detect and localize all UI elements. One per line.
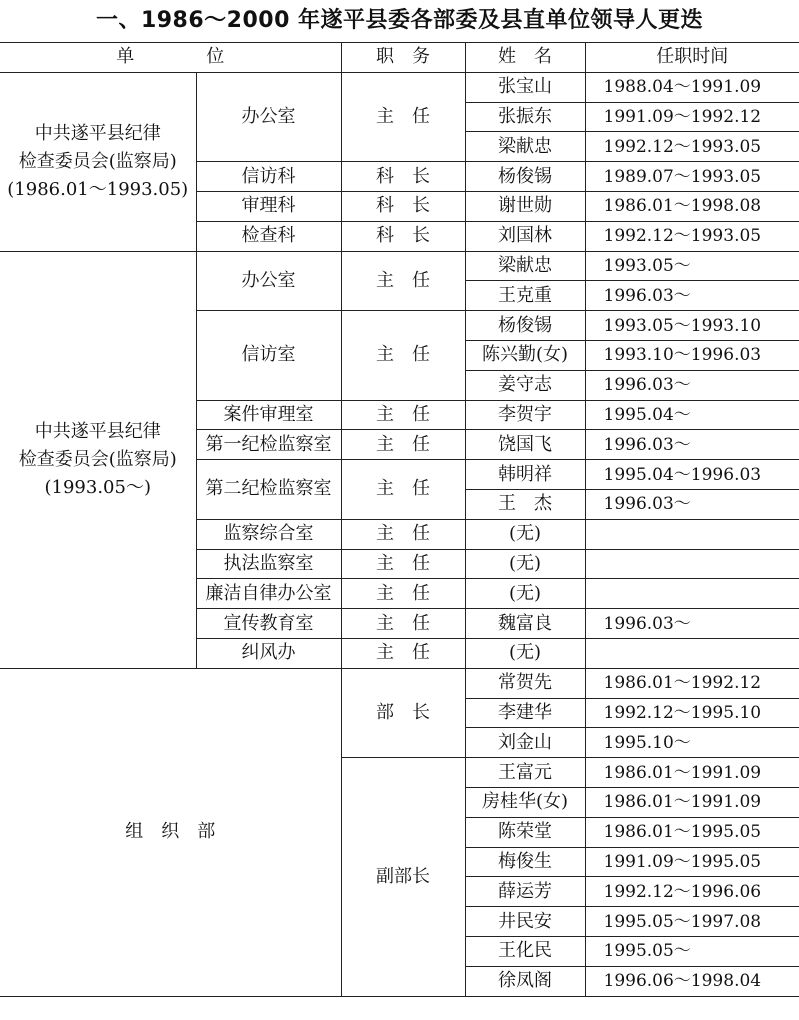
leader-name: (无) [465, 579, 585, 609]
sub-unit: 纠风办 [196, 638, 341, 668]
leader-name: 张振东 [465, 102, 585, 132]
leader-name: (无) [465, 549, 585, 579]
leader-name: 姜守志 [465, 370, 585, 400]
term: 1986.01～1992.12 [585, 668, 799, 698]
table-row [0, 251, 799, 281]
term: 1996.03～ [585, 281, 799, 311]
leader-name: 常贺先 [465, 668, 585, 698]
leader-name: 饶国飞 [465, 430, 585, 460]
sub-unit: 监察综合室 [196, 519, 341, 549]
term [585, 638, 799, 668]
unit-discipline-commission-1993: 中共遂平县纪律 检查委员会(监察局) (1993.05～) [0, 251, 196, 668]
term: 1988.04～1991.09 [585, 72, 799, 102]
leader-name: 王富元 [465, 758, 585, 788]
leader-name: 陈兴勤(女) [465, 340, 585, 370]
sub-unit: 信访科 [196, 162, 341, 192]
term: 1995.05～ [585, 936, 799, 966]
term: 1995.04～ [585, 400, 799, 430]
term [585, 519, 799, 549]
table-header-row [0, 43, 799, 73]
term: 1993.05～ [585, 251, 799, 281]
sub-unit: 案件审理室 [196, 400, 341, 430]
leader-name: 杨俊锡 [465, 162, 585, 192]
table-row [0, 668, 799, 698]
leader-name: 梁献忠 [465, 132, 585, 162]
position: 主 任 [341, 72, 465, 161]
leader-name: 李贺宇 [465, 400, 585, 430]
position: 主 任 [341, 460, 465, 520]
term: 1995.04～1996.03 [585, 460, 799, 490]
leadership-table [0, 42, 799, 997]
term: 1996.03～ [585, 370, 799, 400]
term: 1996.03～ [585, 430, 799, 460]
header-term: 任职时间 [585, 43, 799, 73]
term [585, 549, 799, 579]
header-position: 职 务 [341, 43, 465, 73]
leader-name: 韩明祥 [465, 460, 585, 490]
position: 主 任 [341, 430, 465, 460]
leader-name: 刘金山 [465, 728, 585, 758]
term: 1989.07～1993.05 [585, 162, 799, 192]
sub-unit: 办公室 [196, 251, 341, 311]
term [585, 579, 799, 609]
leader-name: 魏富良 [465, 609, 585, 639]
term: 1996.03～ [585, 609, 799, 639]
sub-unit: 检查科 [196, 221, 341, 251]
term: 1986.01～1998.08 [585, 191, 799, 221]
leader-name: 刘国林 [465, 221, 585, 251]
term: 1986.01～1991.09 [585, 787, 799, 817]
position: 主 任 [341, 311, 465, 400]
leader-name: (无) [465, 638, 585, 668]
position: 主 任 [341, 638, 465, 668]
leader-name: 王克重 [465, 281, 585, 311]
sub-unit: 宣传教育室 [196, 609, 341, 639]
term: 1996.03～ [585, 489, 799, 519]
term: 1992.12～1993.05 [585, 132, 799, 162]
term: 1992.12～1995.10 [585, 698, 799, 728]
unit-organization-dept: 组 织 部 [0, 668, 341, 996]
term: 1993.10～1996.03 [585, 340, 799, 370]
term: 1993.05～1993.10 [585, 311, 799, 341]
sub-unit: 审理科 [196, 191, 341, 221]
position: 副部长 [341, 758, 465, 996]
page-title: 一、1986～2000 年遂平县委各部委及县直单位领导人更迭 [95, 8, 704, 33]
leader-name: 梅俊生 [465, 847, 585, 877]
term: 1996.06～1998.04 [585, 966, 799, 996]
term: 1991.09～1995.05 [585, 847, 799, 877]
leader-name: 陈荣堂 [465, 817, 585, 847]
position: 科 长 [341, 221, 465, 251]
position: 主 任 [341, 251, 465, 311]
unit-discipline-commission-1986: 中共遂平县纪律 检查委员会(监察局) (1986.01～1993.05) [0, 72, 196, 251]
position: 主 任 [341, 400, 465, 430]
leader-name: 王化民 [465, 936, 585, 966]
sub-unit: 执法监察室 [196, 549, 341, 579]
leader-name: 薛运芳 [465, 877, 585, 907]
position: 主 任 [341, 609, 465, 639]
leader-name: (无) [465, 519, 585, 549]
leader-name: 徐凤阁 [465, 966, 585, 996]
leader-name: 李建华 [465, 698, 585, 728]
leader-name: 谢世勋 [465, 191, 585, 221]
table-row [0, 72, 799, 102]
leader-name: 王 杰 [465, 489, 585, 519]
position: 科 长 [341, 191, 465, 221]
leader-name: 张宝山 [465, 72, 585, 102]
sub-unit: 信访室 [196, 311, 341, 400]
position: 科 长 [341, 162, 465, 192]
term: 1986.01～1995.05 [585, 817, 799, 847]
leader-name: 杨俊锡 [465, 311, 585, 341]
term: 1992.12～1993.05 [585, 221, 799, 251]
term: 1995.10～ [585, 728, 799, 758]
term: 1995.05～1997.08 [585, 907, 799, 937]
position: 主 任 [341, 579, 465, 609]
term: 1991.09～1992.12 [585, 102, 799, 132]
sub-unit: 第一纪检监察室 [196, 430, 341, 460]
position: 主 任 [341, 549, 465, 579]
leader-name: 房桂华(女) [465, 787, 585, 817]
term: 1992.12～1996.06 [585, 877, 799, 907]
header-unit: 单 位 [0, 43, 341, 73]
leader-name: 井民安 [465, 907, 585, 937]
sub-unit: 第二纪检监察室 [196, 460, 341, 520]
header-name: 姓 名 [465, 43, 585, 73]
term: 1986.01～1991.09 [585, 758, 799, 788]
sub-unit: 廉洁自律办公室 [196, 579, 341, 609]
position: 部 长 [341, 668, 465, 757]
sub-unit: 办公室 [196, 72, 341, 161]
position: 主 任 [341, 519, 465, 549]
leader-name: 梁献忠 [465, 251, 585, 281]
